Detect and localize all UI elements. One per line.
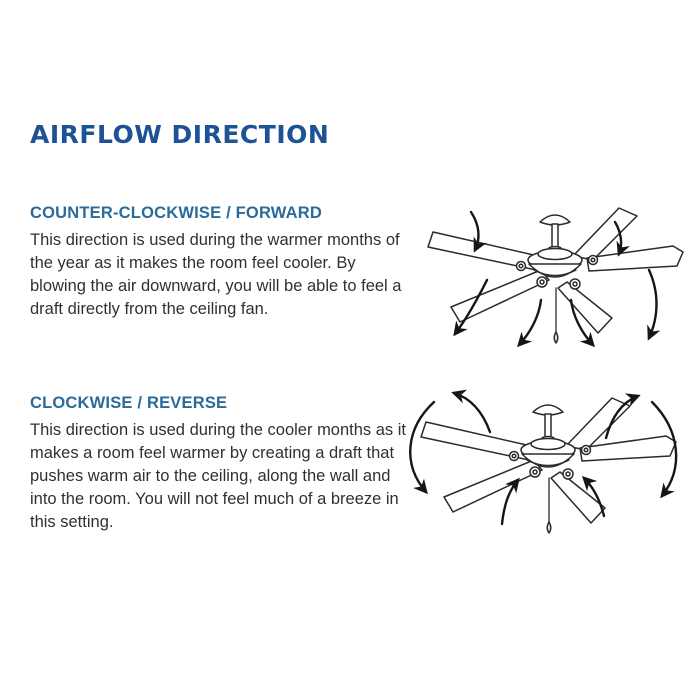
section-reverse <box>30 392 414 534</box>
section-reverse-body: This direction is used during the cooler months as it makes a room feel warmer by creating a draft that pushes warm air to the ceiling, along the wall and into the room. You will not feel much of a breeze in this setting. <box>30 421 407 531</box>
page-title: AIRFLOW DIRECTION <box>30 120 330 149</box>
fan-forward-figure <box>403 196 695 378</box>
ceiling-fan-icon <box>428 208 683 343</box>
section-forward <box>30 202 414 321</box>
section-reverse-heading: CLOCKWISE / REVERSE <box>30 394 228 412</box>
ceiling-fan-icon <box>421 398 676 533</box>
fan-reverse-figure <box>398 384 695 576</box>
section-forward-heading: COUNTER-CLOCKWISE / FORWARD <box>30 204 322 222</box>
section-forward-body: This direction is used during the warmer months of the year as it makes the room feel cooler. By blowing the air downward, you will be able to feel a draft directly from the ceiling fan. <box>30 231 402 318</box>
